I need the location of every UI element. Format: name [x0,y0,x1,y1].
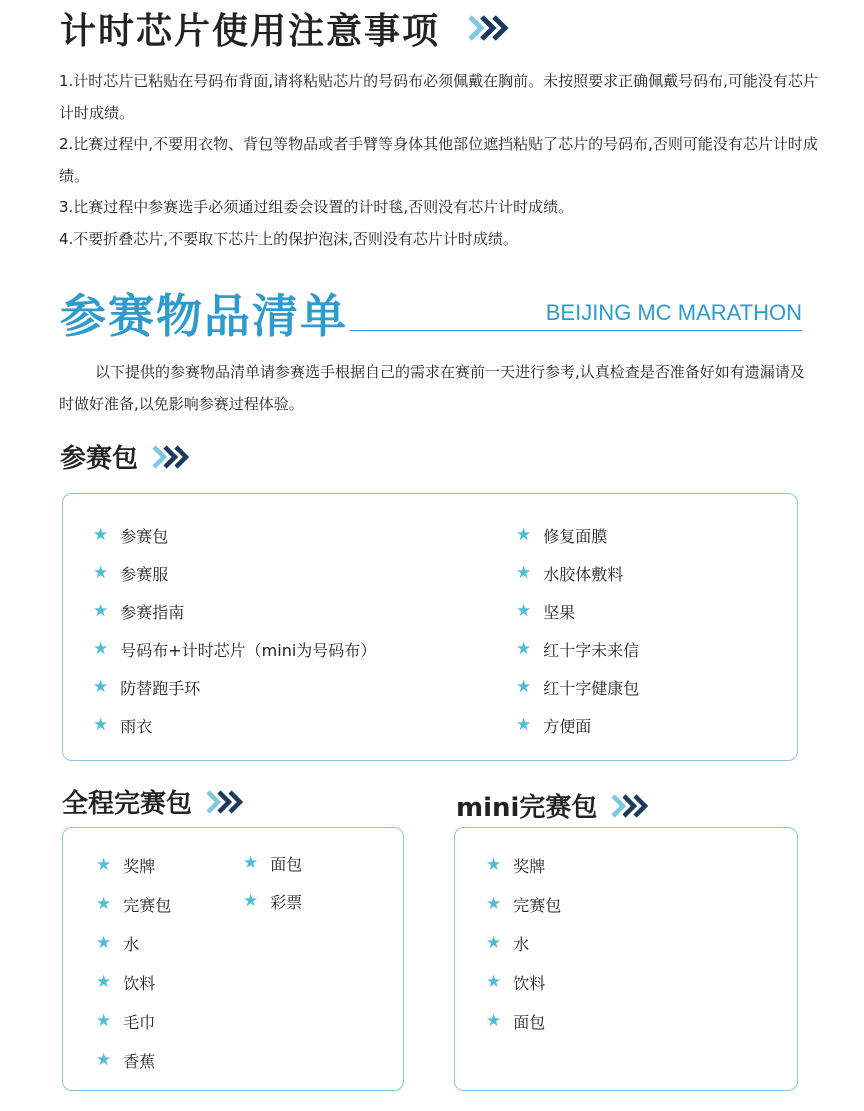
mini-finish-pack-box [454,827,798,1091]
chip-notice-item: 3.比赛过程中参赛选手必须通过组委会设置的计时毯,否则没有芯片计时成绩。 [59,198,574,216]
star-icon: ★ [516,677,532,697]
list-item: ★ 修复面膜 [516,525,608,546]
heading-divider [350,330,802,331]
list-item: ★ 参赛指南 [93,601,185,622]
checklist-title: 参赛物品清单 [60,289,348,343]
list-item: ★ 完赛包 [96,894,172,915]
star-icon: ★ [96,894,112,914]
star-icon: ★ [486,855,502,875]
chip-notice-item: 1.计时芯片已粘贴在号码布背面,请将粘贴芯片的号码布必须佩戴在胸前。未按照要求正确佩戴号码布,可能没有芯片计时成绩。 [59,72,818,122]
star-icon: ★ [96,972,112,992]
star-icon: ★ [93,715,109,735]
list-item: ★ 奖牌 [486,855,546,876]
chip-notice-item: 2.比赛过程中,不要用衣物、背包等物品或者手臂等身体其他部位遮挡粘贴了芯片的号码布,否则可能没有芯片计时成绩。 [59,135,818,185]
star-icon: ★ [96,1050,112,1070]
star-icon: ★ [486,1011,502,1031]
list-item: ★ 饮料 [486,972,546,993]
checklist-subtitle: BEIJING MC MARATHON [545,300,802,325]
list-item: ★ 面包 [486,1011,546,1032]
list-item: ★ 红十字健康包 [516,677,640,698]
star-icon: ★ [516,715,532,735]
list-item: ★ 参赛包 [93,525,169,546]
race-pack-title: 参赛包 [60,444,139,474]
list-item: ★ 面包 [243,853,303,874]
chip-notice-heading [60,4,512,52]
full-finish-pack-title: 全程完赛包 [62,789,193,819]
mini-finish-pack-heading [456,787,653,824]
list-item: ★ 水胶体敷料 [516,563,624,584]
list-item: ★ 坚果 [516,601,576,622]
list-item: ★ 饮料 [96,972,156,993]
list-item: ★ 完赛包 [486,894,562,915]
star-icon: ★ [516,639,532,659]
chip-notice-item: 4.不要折叠芯片,不要取下芯片上的保护泡沫,否则没有芯片计时成绩。 [59,229,518,248]
star-icon: ★ [93,601,109,621]
star-icon: ★ [96,1011,112,1031]
list-item: ★ 毛巾 [96,1011,156,1032]
star-icon: ★ [93,563,109,583]
full-finish-pack-heading [62,783,248,820]
list-item: ★ 彩票 [243,891,303,912]
mini-finish-pack-title: mini完赛包 [456,793,598,823]
double-chevron-right-icon [468,15,512,41]
star-icon: ★ [93,525,109,545]
star-icon: ★ [486,972,502,992]
star-icon: ★ [93,677,109,697]
list-item: ★ 参赛服 [93,563,169,584]
list-item: ★ 水 [486,933,530,954]
full-finish-pack-box [62,827,404,1091]
star-icon: ★ [243,853,259,873]
star-icon: ★ [486,933,502,953]
list-item: ★ 香蕉 [96,1050,156,1071]
chip-notice-title: 计时芯片使用注意事项 [60,10,441,52]
star-icon: ★ [96,855,112,875]
double-chevron-right-icon [152,445,194,469]
star-icon: ★ [516,563,532,583]
race-pack-box [62,493,798,761]
race-pack-heading [60,438,194,475]
star-icon: ★ [516,601,532,621]
star-icon: ★ [486,894,502,914]
star-icon: ★ [96,933,112,953]
star-icon: ★ [93,639,109,659]
list-item: ★ 方便面 [516,715,592,736]
star-icon: ★ [516,525,532,545]
list-item: ★ 号码布+计时芯片（mini为号码布） [93,639,377,660]
list-item: ★ 水 [96,933,140,954]
list-item: ★ 防替跑手环 [93,677,201,698]
checklist-intro [59,356,819,420]
double-chevron-right-icon [206,790,248,814]
star-icon: ★ [243,891,259,911]
list-item: ★ 雨衣 [93,715,153,736]
checklist-intro-text: 以下提供的参赛物品清单请参赛选手根据自己的需求在赛前一天进行参考,认真检查是否准备好如有遗漏请及时做好准备,以免影响参赛过程体验。 [59,363,805,413]
list-item: ★ 奖牌 [96,855,156,876]
double-chevron-right-icon [611,794,653,818]
list-item: ★ 红十字未来信 [516,639,640,660]
chip-notice-list [59,66,819,255]
